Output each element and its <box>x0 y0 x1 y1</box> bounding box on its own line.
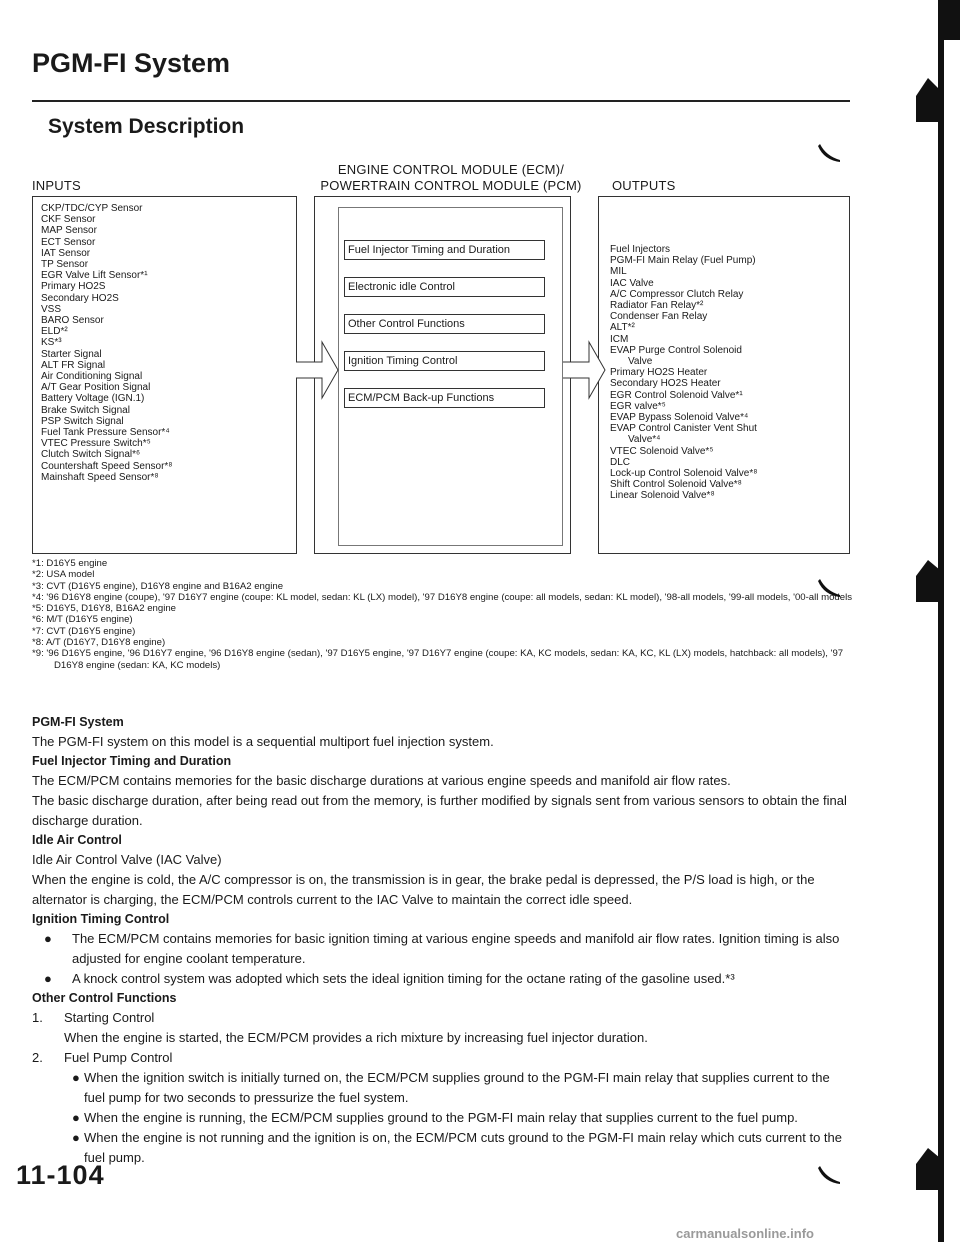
footnote: *6: M/T (D16Y5 engine) <box>32 614 133 626</box>
input-item: A/T Gear Position Signal <box>41 382 151 394</box>
output-item: Primary HO2S Heater <box>610 367 708 379</box>
output-item: Valve*⁴ <box>628 434 661 446</box>
input-item: Starter Signal <box>41 348 102 360</box>
input-item: Countershaft Speed Sensor*⁸ <box>41 460 173 472</box>
outputs-label: OUTPUTS <box>612 178 676 193</box>
output-arrow-icon <box>563 340 607 400</box>
corner-mark-icon <box>818 575 842 599</box>
input-item: BARO Sensor <box>41 315 104 327</box>
output-item: Secondary HO2S Heater <box>610 378 721 390</box>
output-item: EGR Control Solenoid Valve*¹ <box>610 389 743 401</box>
input-item: IAT Sensor <box>41 247 91 259</box>
output-item: EGR valve*⁵ <box>610 400 666 412</box>
input-item: VTEC Pressure Switch*⁵ <box>41 438 151 450</box>
bullet-text: The ECM/PCM contains memories for basic ignition timing at various engine speeds and manifold air flow rates. Ignition timing is also adjusted for engine coolant temperature. <box>72 931 840 966</box>
output-item: Radiator Fan Relay*² <box>610 300 704 312</box>
section-title: System Description <box>48 115 245 138</box>
item-number: 1. <box>32 1010 43 1025</box>
body-text <box>32 713 848 1168</box>
item-title: Fuel Pump Control <box>64 1050 173 1065</box>
output-item: ALT*² <box>610 322 635 334</box>
corner-mark-icon <box>818 1162 842 1186</box>
paragraph: Idle Air Control Valve (IAC Valve) <box>32 852 222 867</box>
input-item: Battery Voltage (IGN.1) <box>41 393 145 405</box>
bullet-icon: ● <box>72 1130 80 1145</box>
bullet-icon: ● <box>44 931 52 946</box>
bullet-icon: ● <box>72 1110 80 1125</box>
page-number: 11-104 <box>16 1160 105 1190</box>
footnote: *8: A/T (D16Y7, D16Y8 engine) <box>32 637 166 649</box>
input-item: Secondary HO2S <box>41 292 119 304</box>
input-item: Clutch Switch Signal*⁶ <box>41 449 141 461</box>
input-item: ELD*² <box>41 326 68 338</box>
output-item: MIL <box>610 266 627 278</box>
footnote: *4: '96 D16Y8 engine (coupe), '97 D16Y7 engine (coupe: KL model, sedan: KL (LX) model), '97 D16Y8 engine (coupe: all models, sedan: KL model), '98-all models, '99-all models, '00-all models <box>32 591 852 603</box>
output-item: EVAP Control Canister Vent Shut <box>610 423 757 435</box>
corner-mark-icon <box>818 140 842 164</box>
heading-ignition-timing-control: Ignition Timing Control <box>32 912 170 926</box>
output-item: Valve <box>628 356 653 368</box>
input-item: CKP/TDC/CYP Sensor <box>41 203 143 214</box>
paragraph: The PGM-FI system on this model is a sequential multiport fuel injection system. <box>32 734 494 749</box>
inputs-list <box>41 203 173 483</box>
ecm-label <box>316 162 586 194</box>
bullet-text: When the engine is not running and the ignition is on, the ECM/PCM cuts ground to the PGM-FI main relay which cuts current to the fuel pump. <box>84 1130 842 1165</box>
output-item: ICM <box>610 333 629 345</box>
bullet-text: When the ignition switch is initially turned on, the ECM/PCM supplies ground to the PGM-FI main relay that supplies current to the fuel pump for two seconds to pressurize the fuel system. <box>84 1070 830 1105</box>
footnote: *7: CVT (D16Y5 engine) <box>32 625 136 637</box>
input-item: ECT Sensor <box>41 236 96 248</box>
item-title: Starting Control <box>64 1010 155 1025</box>
function-backup: ECM/PCM Back-up Functions <box>344 388 545 408</box>
input-item: CKF Sensor <box>41 214 96 226</box>
bullet-item <box>32 929 848 969</box>
footnote: *3: CVT (D16Y5 engine), D16Y8 engine and B16A2 engine <box>32 580 284 592</box>
bullet-icon: ● <box>44 971 52 986</box>
output-item: Linear Solenoid Valve*⁸ <box>610 490 715 502</box>
function-other-control: Other Control Functions <box>344 314 545 334</box>
heading-other-control-functions: Other Control Functions <box>32 991 177 1005</box>
numbered-item <box>32 1008 848 1028</box>
input-item: MAP Sensor <box>41 225 97 237</box>
input-item: Primary HO2S <box>41 281 106 293</box>
input-item: Air Conditioning Signal <box>41 371 143 383</box>
bullet-text: A knock control system was adopted which sets the ideal ignition timing for the octane rating of the gasoline used.*³ <box>72 971 735 986</box>
page-title: PGM-FI System <box>32 48 231 78</box>
footnotes <box>32 558 852 671</box>
heading-idle-air-control: Idle Air Control <box>32 833 122 847</box>
output-item: EVAP Purge Control Solenoid <box>610 344 742 356</box>
bullet-icon: ● <box>72 1070 80 1085</box>
bullet-text: When the engine is running, the ECM/PCM supplies ground to the PGM-FI main relay that supplies current to the fuel pump. <box>84 1110 798 1125</box>
output-item: Fuel Injectors <box>610 244 671 255</box>
bullet-item <box>32 1128 848 1168</box>
output-item: IAC Valve <box>610 277 654 289</box>
input-item: Brake Switch Signal <box>41 404 130 416</box>
output-item: Condenser Fan Relay <box>610 311 708 323</box>
input-item: TP Sensor <box>41 259 89 271</box>
outputs-list <box>610 244 757 502</box>
item-number: 2. <box>32 1050 43 1065</box>
input-item: VSS <box>41 303 62 315</box>
paragraph: When the engine is cold, the A/C compressor is on, the transmission is in gear, the brake pedal is depressed, the P/S load is high, or the alternator is charging, the ECM/PCM controls current to the IAC Valve to maintain the correct idle speed. <box>32 872 815 907</box>
bullet-item <box>32 1108 848 1128</box>
binding-edge-marks <box>880 0 960 1242</box>
output-item: EVAP Bypass Solenoid Valve*⁴ <box>610 412 749 424</box>
input-item: PSP Switch Signal <box>41 415 124 427</box>
input-arrow-icon <box>296 340 340 400</box>
ecm-label-line1: ENGINE CONTROL MODULE (ECM)/ <box>337 162 565 177</box>
ecm-label-line2: POWERTRAIN CONTROL MODULE (PCM) <box>320 178 582 193</box>
paragraph: When the engine is started, the ECM/PCM provides a rich mixture by increasing fuel injector duration. <box>64 1030 648 1045</box>
paragraph: The ECM/PCM contains memories for the basic discharge durations at various engine speeds and manifold air flow rates. <box>32 773 731 788</box>
input-item: ALT FR Signal <box>41 359 106 371</box>
footnote: *2: USA model <box>32 569 95 581</box>
numbered-item <box>32 1048 848 1068</box>
heading-fuel-injector-timing: Fuel Injector Timing and Duration <box>32 754 232 768</box>
function-fuel-injector-timing: Fuel Injector Timing and Duration <box>344 240 545 260</box>
footnote: *5: D16Y5, D16Y8, B16A2 engine <box>32 603 177 615</box>
input-item: KS*³ <box>41 337 62 349</box>
heading-pgmfi-system: PGM-FI System <box>32 715 124 729</box>
bullet-item <box>32 969 848 989</box>
function-idle-control: Electronic idle Control <box>344 277 545 297</box>
output-item: Shift Control Solenoid Valve*⁸ <box>610 479 742 491</box>
title-rule <box>32 100 850 102</box>
input-item: Fuel Tank Pressure Sensor*⁴ <box>41 427 170 439</box>
footnote: *9: '96 D16Y5 engine, '96 D16Y7 engine, '96 D16Y8 engine (sedan), '97 D16Y5 engine, '97 D16Y7 engine (coupe: KA, KC models, sedan: KA, KC, KL (LX) models, hatchback: all models), '97 D16Y8 engine (sedan: KA, KC models) <box>32 648 844 671</box>
input-item: EGR Valve Lift Sensor*¹ <box>41 270 148 282</box>
output-item: Lock-up Control Solenoid Valve*⁸ <box>610 468 758 480</box>
output-item: A/C Compressor Clutch Relay <box>610 288 744 300</box>
output-item: DLC <box>610 456 631 468</box>
output-item: PGM-FI Main Relay (Fuel Pump) <box>610 255 756 267</box>
input-item: Mainshaft Speed Sensor*⁸ <box>41 471 159 483</box>
paragraph: The basic discharge duration, after being read out from the memory, is further modified by signals sent from various sensors to obtain the final discharge duration. <box>32 793 847 828</box>
bullet-item <box>32 1068 848 1108</box>
watermark: carmanualsonline.info <box>676 1226 814 1241</box>
function-ignition-timing: Ignition Timing Control <box>344 351 545 371</box>
footnote: *1: D16Y5 engine <box>32 558 108 569</box>
inputs-label: INPUTS <box>32 178 81 193</box>
output-item: VTEC Solenoid Valve*⁵ <box>610 445 714 457</box>
